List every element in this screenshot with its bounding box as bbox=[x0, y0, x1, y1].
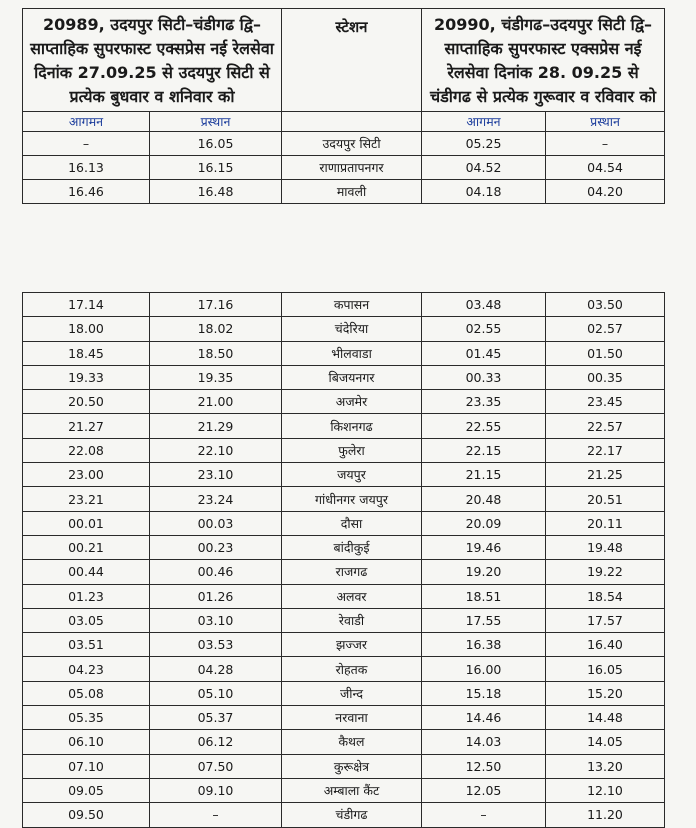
arrival-time-20989: 09.05 bbox=[23, 778, 150, 802]
departure-time-20990: 01.50 bbox=[546, 341, 665, 365]
arrival-time-20989: 21.27 bbox=[23, 414, 150, 438]
arrival-time-20989: 20.50 bbox=[23, 390, 150, 414]
arrival-time-20989: 18.00 bbox=[23, 317, 150, 341]
departure-time-20990: 03.50 bbox=[546, 293, 665, 317]
departure-time-20990: 20.11 bbox=[546, 511, 665, 535]
table-row bbox=[23, 463, 665, 487]
departure-time-20990: 20.51 bbox=[546, 487, 665, 511]
departure-time-20990: 11.20 bbox=[546, 803, 665, 827]
arrival-time-20990: 20.48 bbox=[422, 487, 546, 511]
arrival-time-20990: 21.15 bbox=[422, 463, 546, 487]
departure-time-20990: 16.05 bbox=[546, 657, 665, 681]
table-row bbox=[23, 414, 665, 438]
station-name: कैथल bbox=[282, 730, 422, 754]
station-name: गांधीनगर जयपुर bbox=[282, 487, 422, 511]
departure-time-20990: 22.57 bbox=[546, 414, 665, 438]
table-row bbox=[23, 584, 665, 608]
departure-time-20990: 19.48 bbox=[546, 535, 665, 559]
departure-time-20990: 13.20 bbox=[546, 754, 665, 778]
station-subheader-blank bbox=[282, 112, 422, 132]
station-name: किशनगढ bbox=[282, 414, 422, 438]
arrival-time-20990: 19.46 bbox=[422, 535, 546, 559]
departure-time-20990: 15.20 bbox=[546, 681, 665, 705]
table-row bbox=[23, 156, 665, 180]
arrival-time-20989: 00.21 bbox=[23, 535, 150, 559]
departure-time-20989: 06.12 bbox=[150, 730, 282, 754]
departure-time-20990: 22.17 bbox=[546, 438, 665, 462]
departure-time-20989: 22.10 bbox=[150, 438, 282, 462]
departure-time-20990: 17.57 bbox=[546, 608, 665, 632]
table-row bbox=[23, 608, 665, 632]
departure-time-20989: 01.26 bbox=[150, 584, 282, 608]
departure-time-20990: 02.57 bbox=[546, 317, 665, 341]
arrival-time-20989: 03.05 bbox=[23, 608, 150, 632]
departure-time-20989: 09.10 bbox=[150, 778, 282, 802]
arrival-time-20990: 01.45 bbox=[422, 341, 546, 365]
departure-time-20989: 23.24 bbox=[150, 487, 282, 511]
station-name: राजगढ bbox=[282, 560, 422, 584]
train-20990-description: 20990, चंडीगढ–उदयपुर सिटी द्वि–साप्ताहिक सुपरफास्ट एक्सप्रेस नई रेलसेवा दिनांक 28. 09.25 से चंडीगढ से प्रत्येक गुरूवार व रविवार को bbox=[422, 9, 665, 112]
table-row bbox=[23, 180, 665, 204]
departure-time-20989: 00.03 bbox=[150, 511, 282, 535]
arrival-time-20990: 14.46 bbox=[422, 706, 546, 730]
departure-time-20990: 16.40 bbox=[546, 633, 665, 657]
arrival-time-20990: 17.55 bbox=[422, 608, 546, 632]
departure-time-20989: 04.28 bbox=[150, 657, 282, 681]
arrival-time-20989: – bbox=[23, 132, 150, 156]
table-row bbox=[23, 657, 665, 681]
departure-time-20990: 12.10 bbox=[546, 778, 665, 802]
arrival-time-20990: 02.55 bbox=[422, 317, 546, 341]
station-name: बांदीकुई bbox=[282, 535, 422, 559]
arrival-time-20990: 04.18 bbox=[422, 180, 546, 204]
station-name: बिजयनगर bbox=[282, 365, 422, 389]
arrival-time-20990: 00.33 bbox=[422, 365, 546, 389]
table-row bbox=[23, 487, 665, 511]
arrival-time-20989: 17.14 bbox=[23, 293, 150, 317]
departure-time-20990: 00.35 bbox=[546, 365, 665, 389]
station-name: झज्जर bbox=[282, 633, 422, 657]
station-name: राणाप्रतापनगर bbox=[282, 156, 422, 180]
departure-time-20989: 23.10 bbox=[150, 463, 282, 487]
subheader-row bbox=[23, 112, 665, 132]
table-row bbox=[23, 706, 665, 730]
arrival-time-20990: 12.50 bbox=[422, 754, 546, 778]
arrival-header: आगमन bbox=[23, 112, 150, 132]
station-column-header: स्टेशन bbox=[282, 9, 422, 112]
table-row bbox=[23, 438, 665, 462]
arrival-time-20989: 04.23 bbox=[23, 657, 150, 681]
station-name: जयपुर bbox=[282, 463, 422, 487]
arrival-time-20990: 15.18 bbox=[422, 681, 546, 705]
departure-time-20989: 16.15 bbox=[150, 156, 282, 180]
table-row bbox=[23, 317, 665, 341]
departure-time-20989: 05.37 bbox=[150, 706, 282, 730]
arrival-time-20989: 22.08 bbox=[23, 438, 150, 462]
departure-time-20989: 00.46 bbox=[150, 560, 282, 584]
arrival-time-20989: 06.10 bbox=[23, 730, 150, 754]
table-header-row bbox=[23, 9, 665, 112]
departure-time-20990: 04.54 bbox=[546, 156, 665, 180]
arrival-time-20990: 18.51 bbox=[422, 584, 546, 608]
departure-time-20989: 19.35 bbox=[150, 365, 282, 389]
station-name: नरवाना bbox=[282, 706, 422, 730]
station-name: जीन्द bbox=[282, 681, 422, 705]
arrival-time-20990: 16.00 bbox=[422, 657, 546, 681]
arrival-time-20990: 22.15 bbox=[422, 438, 546, 462]
timetable-top bbox=[22, 8, 665, 204]
arrival-time-20989: 03.51 bbox=[23, 633, 150, 657]
departure-time-20989: 17.16 bbox=[150, 293, 282, 317]
departure-time-20989: 16.05 bbox=[150, 132, 282, 156]
arrival-time-20990: 04.52 bbox=[422, 156, 546, 180]
station-name: रोहतक bbox=[282, 657, 422, 681]
departure-time-20989: 16.48 bbox=[150, 180, 282, 204]
arrival-time-20990: 12.05 bbox=[422, 778, 546, 802]
arrival-time-20989: 09.50 bbox=[23, 803, 150, 827]
station-name: मावली bbox=[282, 180, 422, 204]
table-row bbox=[23, 132, 665, 156]
departure-header: प्रस्थान bbox=[150, 112, 282, 132]
arrival-time-20990: 20.09 bbox=[422, 511, 546, 535]
station-name: कपासन bbox=[282, 293, 422, 317]
table-row bbox=[23, 560, 665, 584]
departure-time-20990: 14.05 bbox=[546, 730, 665, 754]
station-name: भीलवाडा bbox=[282, 341, 422, 365]
arrival-time-20990: 14.03 bbox=[422, 730, 546, 754]
table-row bbox=[23, 341, 665, 365]
arrival-time-20989: 05.35 bbox=[23, 706, 150, 730]
station-name: अम्बाला कैंट bbox=[282, 778, 422, 802]
departure-time-20990: 23.45 bbox=[546, 390, 665, 414]
arrival-time-20990: 19.20 bbox=[422, 560, 546, 584]
departure-time-20990: 19.22 bbox=[546, 560, 665, 584]
arrival-time-20989: 16.13 bbox=[23, 156, 150, 180]
arrival-time-20990: 05.25 bbox=[422, 132, 546, 156]
departure-time-20989: 18.02 bbox=[150, 317, 282, 341]
departure-time-20989: 03.10 bbox=[150, 608, 282, 632]
station-name: चंडीगढ bbox=[282, 803, 422, 827]
table-row bbox=[23, 681, 665, 705]
departure-time-20990: 14.48 bbox=[546, 706, 665, 730]
departure-time-20990: – bbox=[546, 132, 665, 156]
arrival-time-20990: – bbox=[422, 803, 546, 827]
arrival-time-20989: 16.46 bbox=[23, 180, 150, 204]
departure-header: प्रस्थान bbox=[546, 112, 665, 132]
departure-time-20989: 00.23 bbox=[150, 535, 282, 559]
station-name: चंदेरिया bbox=[282, 317, 422, 341]
station-name: रेवाडी bbox=[282, 608, 422, 632]
departure-time-20989: 21.00 bbox=[150, 390, 282, 414]
departure-time-20990: 18.54 bbox=[546, 584, 665, 608]
table-row bbox=[23, 730, 665, 754]
arrival-time-20989: 01.23 bbox=[23, 584, 150, 608]
arrival-time-20989: 23.21 bbox=[23, 487, 150, 511]
arrival-time-20989: 23.00 bbox=[23, 463, 150, 487]
arrival-time-20989: 00.44 bbox=[23, 560, 150, 584]
table-row bbox=[23, 365, 665, 389]
arrival-time-20990: 22.55 bbox=[422, 414, 546, 438]
train-20989-description: 20989, उदयपुर सिटी–चंडीगढ द्वि–साप्ताहिक सुपरफास्ट एक्सप्रेस नई रेलसेवा दिनांक 27.09.25 से उदयपुर सिटी से प्रत्येक बुधवार व शनिवार को bbox=[23, 9, 282, 112]
arrival-time-20989: 19.33 bbox=[23, 365, 150, 389]
arrival-header: आगमन bbox=[422, 112, 546, 132]
timetable-bottom bbox=[22, 292, 665, 828]
departure-time-20989: 18.50 bbox=[150, 341, 282, 365]
station-name: उदयपुर सिटी bbox=[282, 132, 422, 156]
arrival-time-20990: 23.35 bbox=[422, 390, 546, 414]
arrival-time-20989: 18.45 bbox=[23, 341, 150, 365]
departure-time-20989: – bbox=[150, 803, 282, 827]
departure-time-20989: 05.10 bbox=[150, 681, 282, 705]
table-row bbox=[23, 390, 665, 414]
station-name: दौसा bbox=[282, 511, 422, 535]
table-row bbox=[23, 633, 665, 657]
station-name: अजमेर bbox=[282, 390, 422, 414]
arrival-time-20989: 00.01 bbox=[23, 511, 150, 535]
table-row bbox=[23, 778, 665, 802]
arrival-time-20989: 05.08 bbox=[23, 681, 150, 705]
station-name: अलवर bbox=[282, 584, 422, 608]
arrival-time-20990: 03.48 bbox=[422, 293, 546, 317]
table-row bbox=[23, 754, 665, 778]
station-name: कुरूक्षेत्र bbox=[282, 754, 422, 778]
departure-time-20990: 04.20 bbox=[546, 180, 665, 204]
table-row bbox=[23, 293, 665, 317]
table-row bbox=[23, 535, 665, 559]
departure-time-20989: 21.29 bbox=[150, 414, 282, 438]
departure-time-20990: 21.25 bbox=[546, 463, 665, 487]
table-row bbox=[23, 511, 665, 535]
station-name: फुलेरा bbox=[282, 438, 422, 462]
departure-time-20989: 03.53 bbox=[150, 633, 282, 657]
arrival-time-20990: 16.38 bbox=[422, 633, 546, 657]
arrival-time-20989: 07.10 bbox=[23, 754, 150, 778]
departure-time-20989: 07.50 bbox=[150, 754, 282, 778]
table-row bbox=[23, 803, 665, 827]
